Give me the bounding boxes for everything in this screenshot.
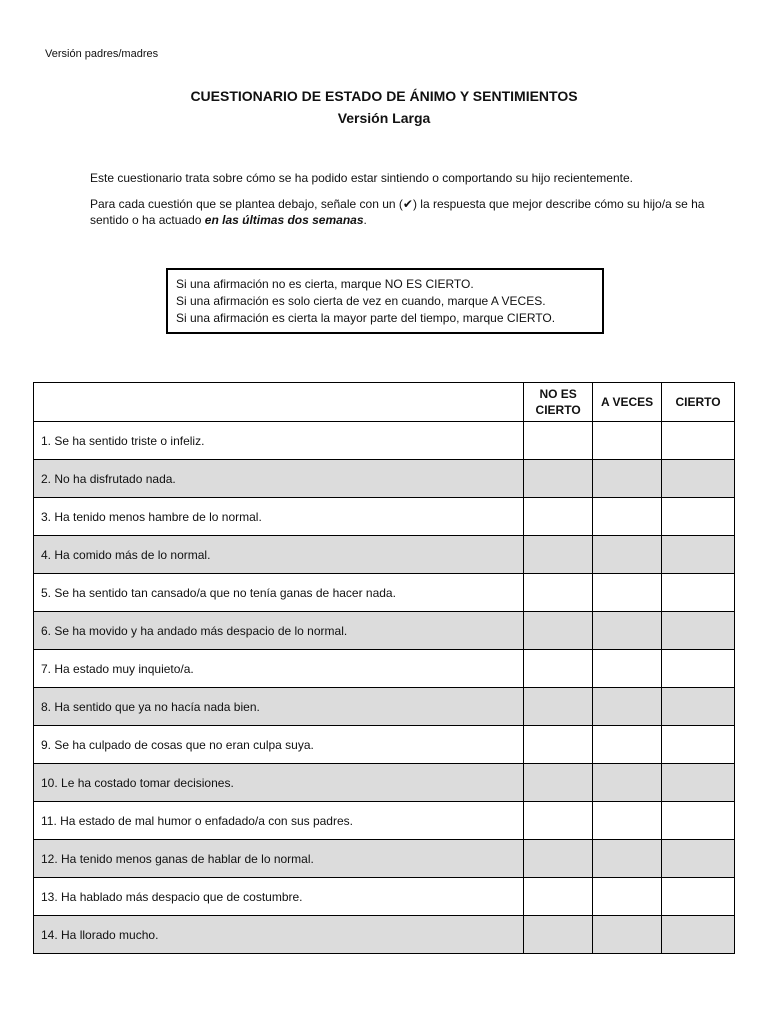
document-title: CUESTIONARIO DE ESTADO DE ÁNIMO Y SENTIMIENTOS — [190, 88, 578, 104]
answer-no-es-cierto-cell[interactable] — [524, 536, 593, 574]
answer-cierto-cell[interactable] — [662, 422, 735, 460]
answer-a-veces-cell[interactable] — [593, 878, 662, 916]
header-cierto: CIERTO — [662, 383, 735, 422]
answer-no-es-cierto-cell[interactable] — [524, 574, 593, 612]
question-text: 5. Se ha sentido tan cansado/a que no tenía ganas de hacer nada. — [34, 574, 524, 612]
answer-a-veces-cell[interactable] — [593, 840, 662, 878]
table-row — [34, 916, 735, 954]
answer-no-es-cierto-cell[interactable] — [524, 650, 593, 688]
answer-no-es-cierto-cell[interactable] — [524, 726, 593, 764]
table-row — [34, 460, 735, 498]
instruction-line: Si una afirmación es cierta la mayor parte del tiempo, marque CIERTO. — [176, 311, 556, 325]
answer-a-veces-cell[interactable] — [593, 764, 662, 802]
answer-no-es-cierto-cell[interactable] — [524, 840, 593, 878]
answer-no-es-cierto-cell[interactable] — [524, 802, 593, 840]
answer-no-es-cierto-cell[interactable] — [524, 612, 593, 650]
table-row — [34, 726, 735, 764]
intro-paragraph-1: Este cuestionario trata sobre cómo se ha podido estar sintiendo o comportando su hijo recientemente. — [90, 171, 633, 185]
table-row — [34, 536, 735, 574]
answer-a-veces-cell[interactable] — [593, 574, 662, 612]
question-text: 8. Ha sentido que ya no hacía nada bien. — [34, 688, 524, 726]
answer-no-es-cierto-cell[interactable] — [524, 688, 593, 726]
answer-a-veces-cell[interactable] — [593, 688, 662, 726]
header-a-veces: A VECES — [593, 383, 662, 422]
document-subtitle: Versión Larga — [337, 110, 431, 126]
answer-cierto-cell[interactable] — [662, 688, 735, 726]
instruction-line: Si una afirmación no es cierta, marque NO ES CIERTO. — [176, 277, 474, 291]
answer-no-es-cierto-cell[interactable] — [524, 422, 593, 460]
table-row — [34, 802, 735, 840]
answer-cierto-cell[interactable] — [662, 460, 735, 498]
answer-cierto-cell[interactable] — [662, 574, 735, 612]
answer-a-veces-cell[interactable] — [593, 460, 662, 498]
header-no-es-cierto — [524, 383, 593, 422]
answer-a-veces-cell[interactable] — [593, 916, 662, 954]
questionnaire-table — [33, 382, 735, 954]
question-text: 7. Ha estado muy inquieto/a. — [34, 650, 524, 688]
answer-cierto-cell[interactable] — [662, 916, 735, 954]
instructions-box — [166, 268, 604, 334]
answer-no-es-cierto-cell[interactable] — [524, 878, 593, 916]
header-item — [34, 383, 524, 422]
answer-a-veces-cell[interactable] — [593, 536, 662, 574]
instruction-line: Si una afirmación es solo cierta de vez en cuando, marque A VECES. — [176, 294, 546, 308]
question-text: 11. Ha estado de mal humor o enfadado/a con sus padres. — [34, 802, 524, 840]
intro-paragraph-2-text: Para cada cuestión que se plantea debajo, señale con un (✔) la respuesta que mejor describe cómo su hijo/a se ha sentido o ha actuado — [90, 197, 705, 227]
table-row — [34, 422, 735, 460]
answer-cierto-cell[interactable] — [662, 536, 735, 574]
table-row — [34, 764, 735, 802]
answer-cierto-cell[interactable] — [662, 726, 735, 764]
title-block — [0, 86, 768, 128]
answer-cierto-cell[interactable] — [662, 612, 735, 650]
intro-paragraph-2 — [90, 196, 730, 228]
answer-cierto-cell[interactable] — [662, 650, 735, 688]
answer-a-veces-cell[interactable] — [593, 612, 662, 650]
question-text: 1. Se ha sentido triste o infeliz. — [34, 422, 524, 460]
answer-cierto-cell[interactable] — [662, 498, 735, 536]
version-tag: Versión padres/madres — [45, 48, 159, 60]
answer-a-veces-cell[interactable] — [593, 726, 662, 764]
table-header-row — [34, 383, 735, 422]
table-row — [34, 650, 735, 688]
question-text: 3. Ha tenido menos hambre de lo normal. — [34, 498, 524, 536]
table-body — [34, 422, 735, 954]
answer-no-es-cierto-cell[interactable] — [524, 916, 593, 954]
answer-a-veces-cell[interactable] — [593, 802, 662, 840]
question-text: 2. No ha disfrutado nada. — [34, 460, 524, 498]
intro-text — [90, 170, 730, 238]
question-text: 12. Ha tenido menos ganas de hablar de lo normal. — [34, 840, 524, 878]
intro-emphasis: en las últimas dos semanas — [204, 213, 364, 227]
answer-no-es-cierto-cell[interactable] — [524, 498, 593, 536]
question-text: 4. Ha comido más de lo normal. — [34, 536, 524, 574]
answer-cierto-cell[interactable] — [662, 840, 735, 878]
answer-no-es-cierto-cell[interactable] — [524, 460, 593, 498]
answer-no-es-cierto-cell[interactable] — [524, 764, 593, 802]
question-text: 14. Ha llorado mucho. — [34, 916, 524, 954]
table-row — [34, 498, 735, 536]
answer-cierto-cell[interactable] — [662, 878, 735, 916]
question-text: 9. Se ha culpado de cosas que no eran culpa suya. — [34, 726, 524, 764]
question-text: 6. Se ha movido y ha andado más despacio de lo normal. — [34, 612, 524, 650]
table-row — [34, 878, 735, 916]
table-row — [34, 840, 735, 878]
question-text: 10. Le ha costado tomar decisiones. — [34, 764, 524, 802]
answer-a-veces-cell[interactable] — [593, 498, 662, 536]
header-no-es-cierto-label: NO ES CIERTO — [535, 387, 581, 417]
table-row — [34, 688, 735, 726]
table-row — [34, 612, 735, 650]
answer-cierto-cell[interactable] — [662, 764, 735, 802]
answer-cierto-cell[interactable] — [662, 802, 735, 840]
answer-a-veces-cell[interactable] — [593, 422, 662, 460]
intro-paragraph-2-end: . — [363, 213, 367, 227]
answer-a-veces-cell[interactable] — [593, 650, 662, 688]
question-text: 13. Ha hablado más despacio que de costumbre. — [34, 878, 524, 916]
table-row — [34, 574, 735, 612]
